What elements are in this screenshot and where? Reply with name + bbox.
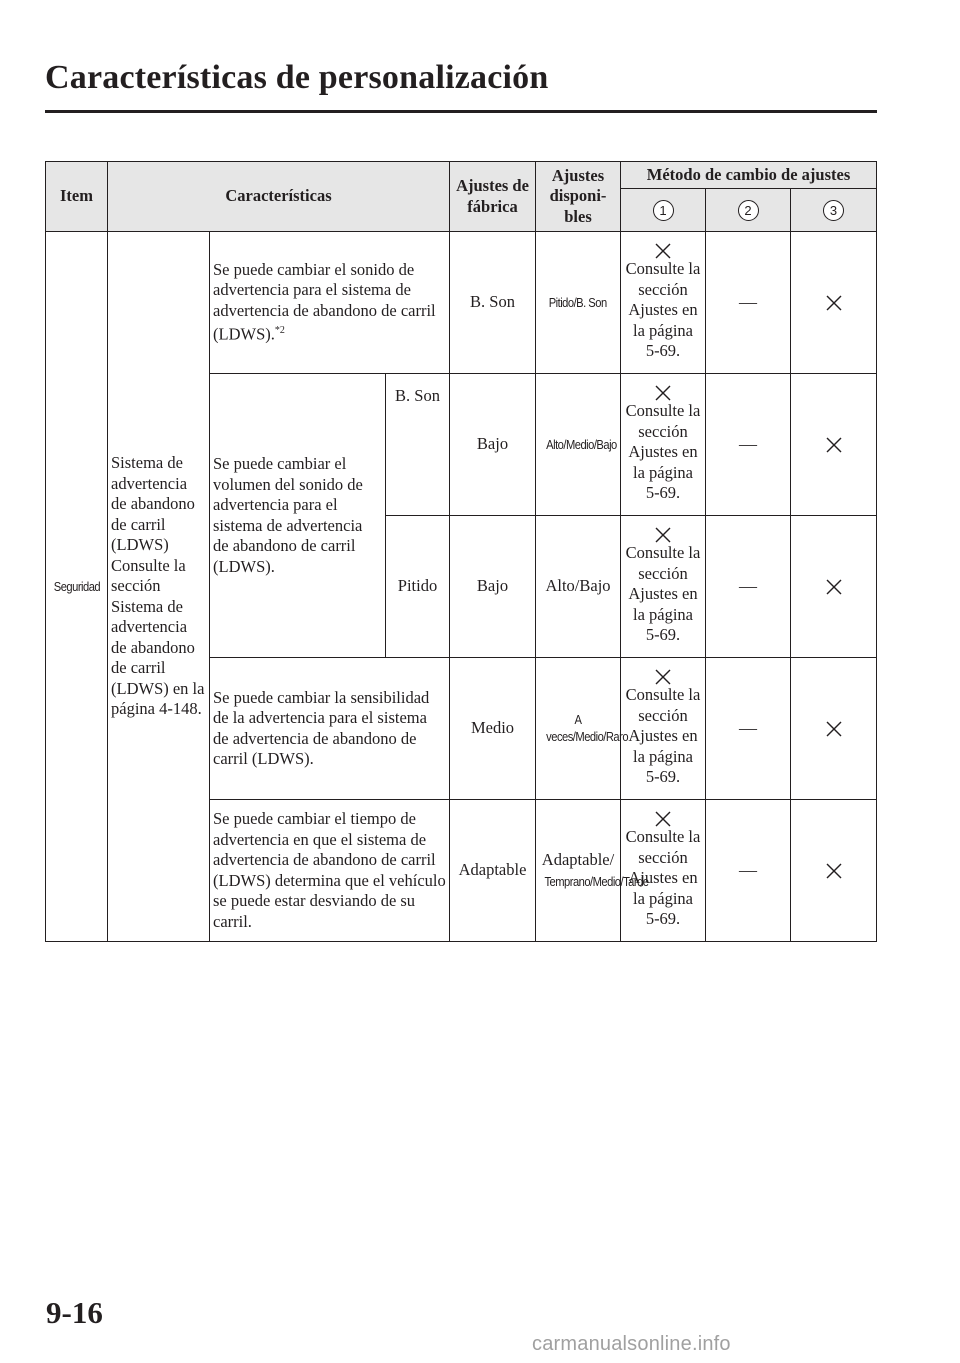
method-3-cell xyxy=(791,800,877,942)
available-text: Alto/Medio/Bajo xyxy=(546,437,617,453)
watermark: carmanualsonline.info xyxy=(532,1333,731,1355)
cross-icon xyxy=(655,243,671,259)
method-2-cell: — xyxy=(706,374,791,516)
available-text: A veces/Medio/Raro xyxy=(546,711,629,744)
consult-text: Consulte la sección Ajustes en la página 5-69. xyxy=(625,685,701,787)
feature-text: Se puede cambiar el sonido de advertencia para el sistema de advertencia de abandono de carril (LDWS). xyxy=(213,259,436,344)
available-cell: Alto/Bajo xyxy=(536,516,621,658)
header-metodo: Método de cambio de ajustes xyxy=(621,162,877,189)
sub-setting-cell: Pitido xyxy=(386,516,450,658)
method-2-circle-icon: 2 xyxy=(738,200,759,221)
available-line-1: Adaptable/ xyxy=(541,850,615,869)
method-3-cell xyxy=(791,516,877,658)
title-rule xyxy=(45,110,877,113)
feature-cell: Se puede cambiar la sensibilidad de la advertencia para el sistema de advertencia de abandono de carril (LDWS). xyxy=(210,658,450,800)
method-2-cell: — xyxy=(706,516,791,658)
system-cell: Sistema de advertencia de abandono de carril (LDWS) Consulte la sección Sistema de advertencia de abandono de carril (LDWS) en la página 4-148. xyxy=(108,232,210,942)
method-2-cell: — xyxy=(706,658,791,800)
available-cell xyxy=(536,232,621,374)
page-title: Características de personalización xyxy=(45,59,549,96)
item-cell xyxy=(46,232,108,942)
header-method-3 xyxy=(791,189,877,232)
page-number: 9-16 xyxy=(46,1295,103,1330)
consult-text: Consulte la sección Ajustes en la página 5-69. xyxy=(625,543,701,645)
header-method-1 xyxy=(621,189,706,232)
method-3-cell xyxy=(791,658,877,800)
method-1-circle-icon: 1 xyxy=(653,200,674,221)
consult-text: Consulte la sección Ajustes en la página 5-69. xyxy=(625,259,701,361)
cross-icon xyxy=(655,811,671,827)
method-2-cell: — xyxy=(706,800,791,942)
factory-cell: Bajo xyxy=(450,374,536,516)
available-cell xyxy=(536,658,629,800)
footnote-marker: *2 xyxy=(274,325,285,337)
header-ajustes-fabrica: Ajustes de fábrica xyxy=(450,162,536,232)
customization-table xyxy=(45,161,877,942)
cross-icon xyxy=(655,527,671,543)
consult-text: Consulte la sección Ajustes en la página 5-69. xyxy=(625,401,701,503)
method-3-circle-icon: 3 xyxy=(823,200,844,221)
cross-icon xyxy=(826,721,842,737)
available-cell xyxy=(536,800,649,942)
cross-icon xyxy=(826,579,842,595)
method-3-cell xyxy=(791,374,877,516)
method-1-cell xyxy=(621,516,706,658)
cross-icon xyxy=(655,385,671,401)
volume-feature-cell: Se puede cambiar el volumen del sonido de advertencia para el sistema de advertencia de abandono de carril (LDWS). xyxy=(210,374,386,658)
method-1-cell xyxy=(621,800,706,942)
header-item: Item xyxy=(46,162,108,232)
header-caracteristicas: Características xyxy=(108,162,450,232)
method-2-cell: — xyxy=(706,232,791,374)
feature-cell xyxy=(210,232,450,374)
available-text: Pitido/B. Son xyxy=(549,295,607,311)
feature-cell: Se puede cambiar el tiempo de advertencia en que el sistema de advertencia de abandono de carril (LDWS) determina que el vehículo se puede estar desviando de su carril. xyxy=(210,800,450,942)
method-1-cell xyxy=(621,232,706,374)
consult-text: Consulte la sección Ajustes en la página 5-69. xyxy=(625,827,701,929)
header-ajustes-disponibles: Ajustes disponi-bles xyxy=(536,162,621,232)
factory-cell: Bajo xyxy=(450,516,536,658)
factory-cell: Adaptable xyxy=(450,800,536,942)
method-3-cell xyxy=(791,232,877,374)
table-row xyxy=(46,232,877,374)
factory-cell: Medio xyxy=(450,658,536,800)
available-line-2: Temprano/Medio/Tarde xyxy=(544,873,649,889)
header-method-2 xyxy=(706,189,791,232)
factory-cell: B. Son xyxy=(450,232,536,374)
method-1-cell xyxy=(621,374,706,516)
cross-icon xyxy=(826,863,842,879)
sub-setting-cell: B. Son xyxy=(386,374,450,516)
method-1-cell xyxy=(621,658,706,800)
cross-icon xyxy=(655,669,671,685)
item-label: Seguridad xyxy=(53,579,100,595)
cross-icon xyxy=(826,295,842,311)
available-cell xyxy=(536,374,621,516)
cross-icon xyxy=(826,437,842,453)
